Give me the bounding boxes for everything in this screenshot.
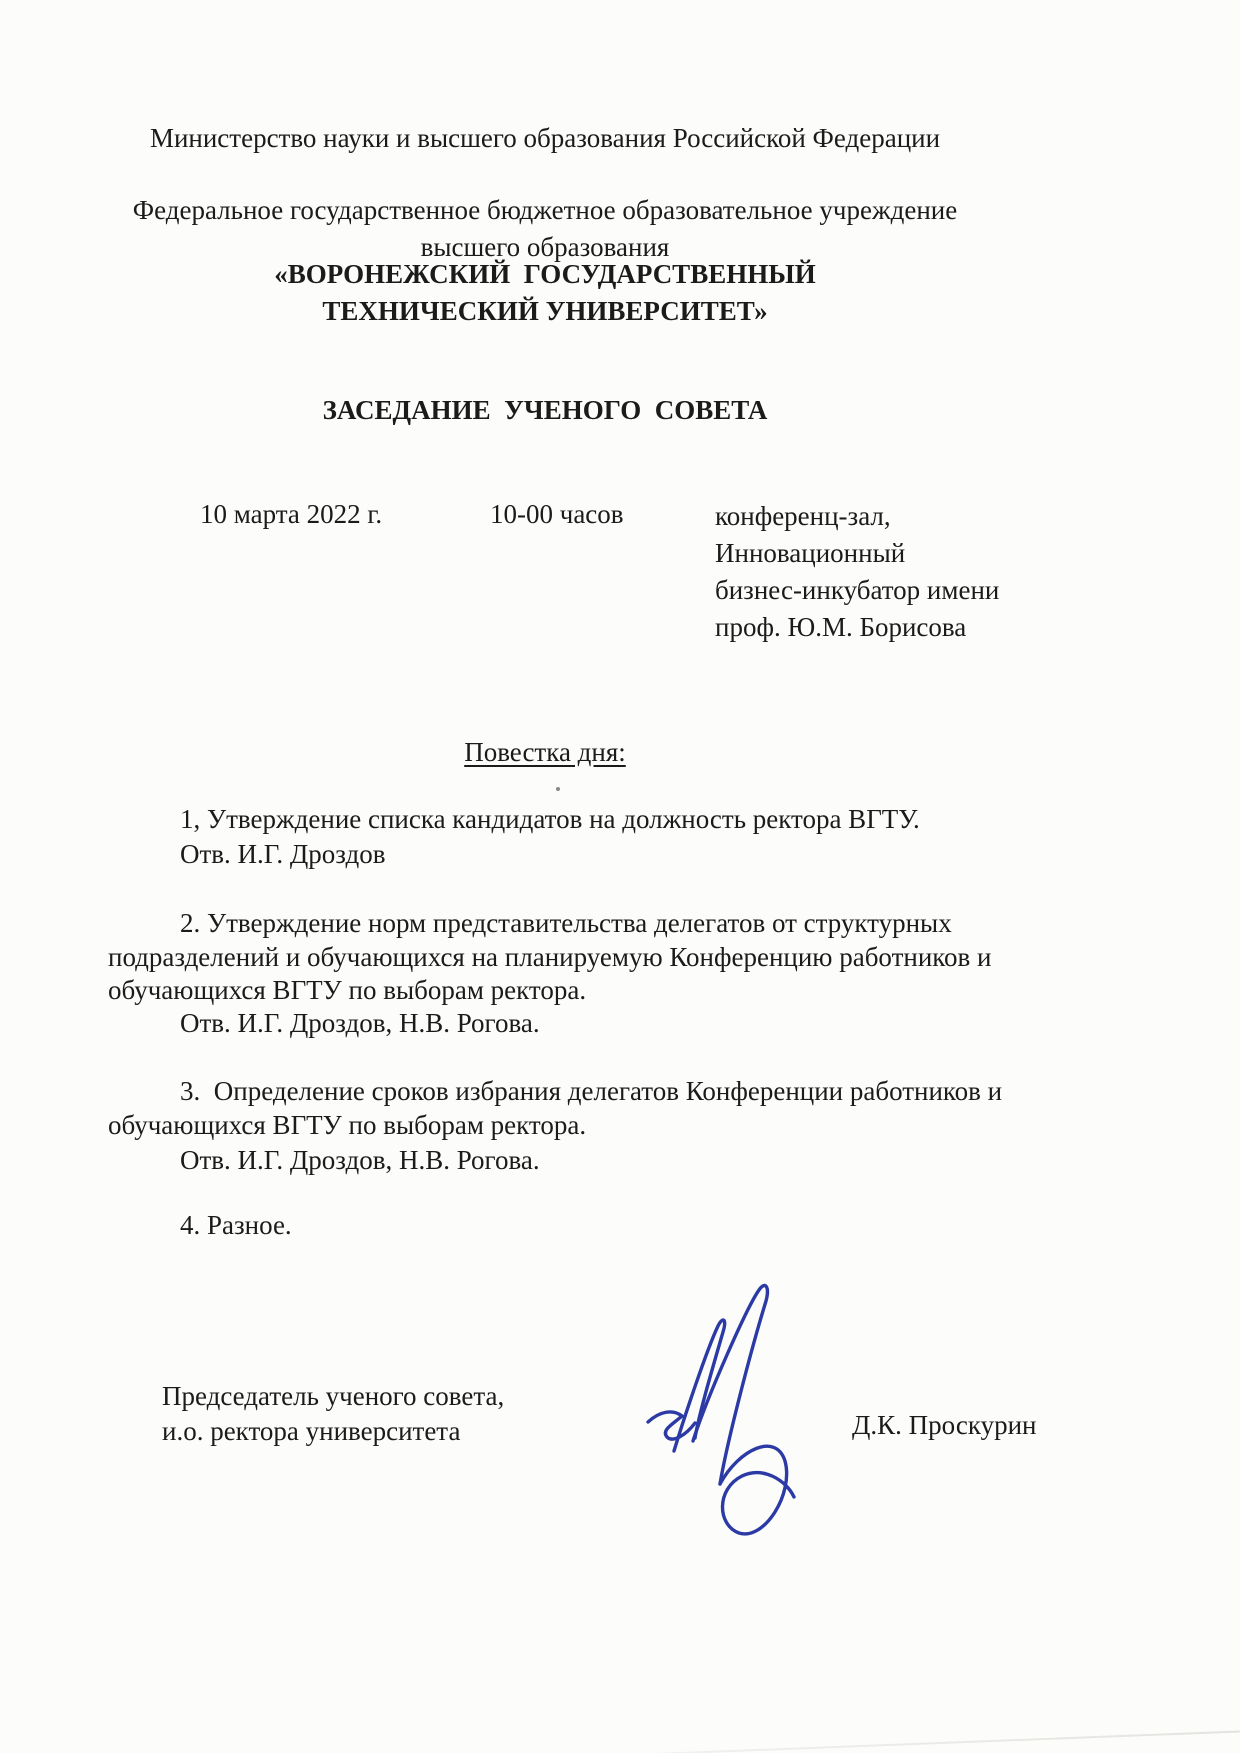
page-edge-shadow <box>640 1730 1240 1753</box>
institution-line-2: высшего образования <box>420 232 670 262</box>
signer-role-line-1: Председатель ученого совета, <box>162 1381 505 1411</box>
signer-role-line-2: и.о. ректора университета <box>162 1416 461 1446</box>
meeting-time: 10-00 часов <box>490 499 624 529</box>
document-title: ЗАСЕДАНИЕ УЧЕНОГО СОВЕТА <box>322 395 768 425</box>
agenda-item-2-line-3: обучающихся ВГТУ по выборам ректора. <box>108 975 587 1005</box>
agenda-item-2-responsible: Отв. И.Г. Дроздов, Н.В. Рогова. <box>180 1008 540 1038</box>
agenda-item-3-responsible: Отв. И.Г. Дроздов, Н.В. Рогова. <box>180 1145 540 1175</box>
signer-name: Д.К. Проскурин <box>852 1410 1037 1440</box>
university-name-line-1: «ВОРОНЕЖСКИЙ ГОСУДАРСТВЕННЫЙ <box>274 259 816 289</box>
meeting-date: 10 марта 2022 г. <box>200 499 383 529</box>
meeting-location-line-3: бизнес-инкубатор имени <box>715 575 1000 605</box>
agenda-heading: Повестка дня: <box>464 737 626 767</box>
agenda-item-1-responsible: Отв. И.Г. Дроздов <box>180 839 386 869</box>
agenda-item-3-line-2: обучающихся ВГТУ по выборам ректора. <box>108 1110 587 1140</box>
agenda-item-1-line-1: 1, Утверждение списка кандидатов на должность ректора ВГТУ. <box>180 804 920 834</box>
scan-speck <box>556 787 560 791</box>
meeting-location-line-2: Инновационный <box>715 538 906 568</box>
meeting-location-line-4: проф. Ю.М. Борисова <box>715 612 967 642</box>
handwritten-signature <box>560 1150 860 1570</box>
institution-line-1: Федеральное государственное бюджетное образовательное учреждение <box>132 195 958 225</box>
university-name-line-2: ТЕХНИЧЕСКИЙ УНИВЕРСИТЕТ» <box>322 296 768 326</box>
signature-strokes <box>648 1286 794 1534</box>
agenda-item-4-line-1: 4. Разное. <box>180 1210 292 1240</box>
ministry-line: Министерство науки и высшего образования Российской Федерации <box>149 123 941 153</box>
agenda-item-2-line-1: 2. Утверждение норм представительства делегатов от структурных <box>180 908 952 938</box>
agenda-item-3-line-1: 3. Определение сроков избрания делегатов Конференции работников и <box>180 1076 1003 1106</box>
meeting-location-line-1: конференц-зал, <box>715 501 891 531</box>
agenda-item-2-line-2: подразделений и обучающихся на планируемую Конференцию работников и <box>108 942 992 972</box>
